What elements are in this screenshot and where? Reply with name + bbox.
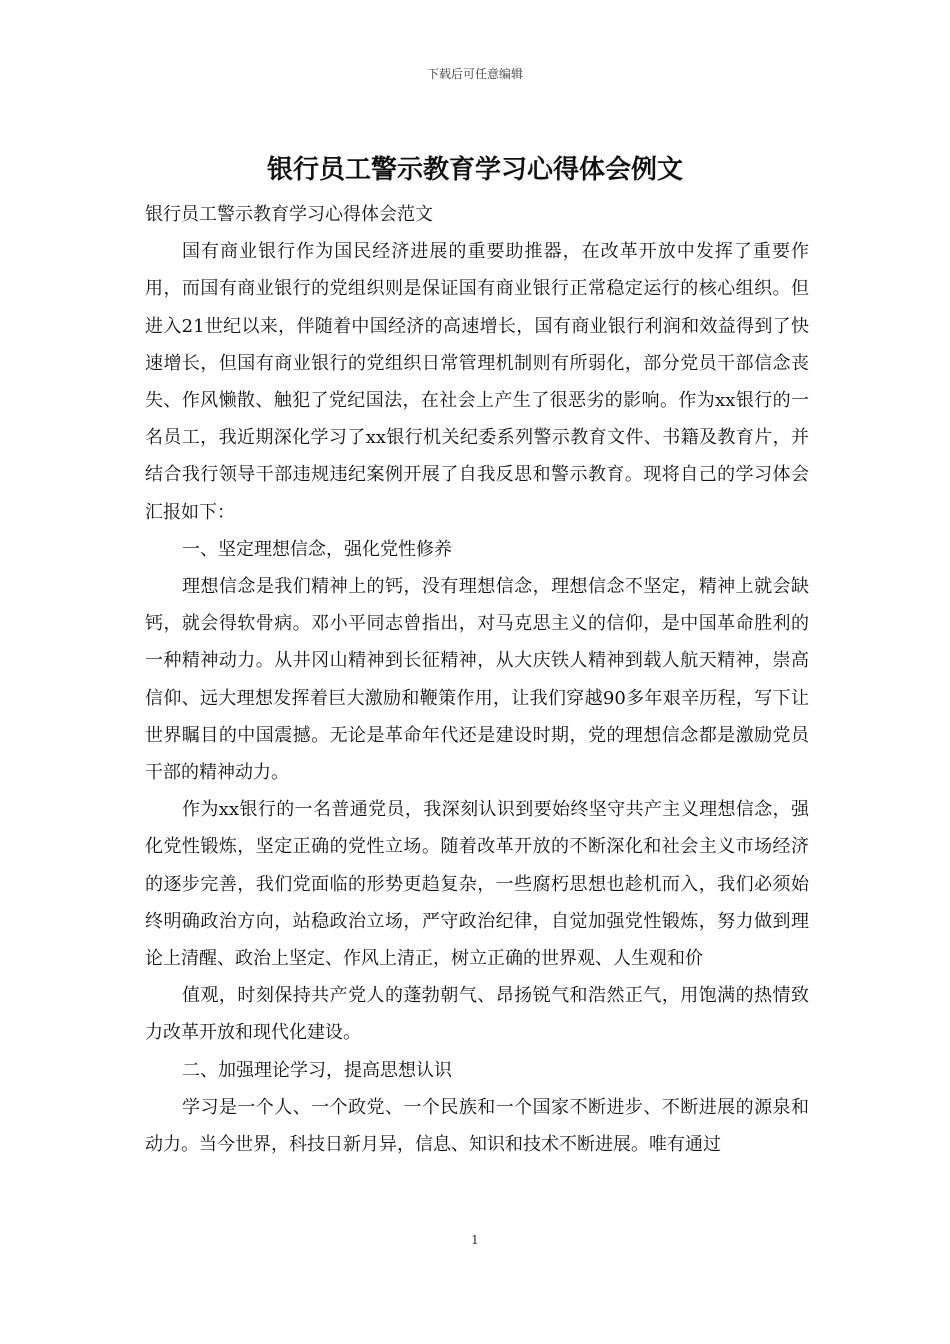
header-note: 下载后可任意编辑 <box>426 67 523 81</box>
section-heading: 二、加强理论学习，提高思想认识 <box>182 1059 452 1081</box>
body-paragraph: 值观，时刻保持共产党人的蓬勃朝气、昂扬锐气和浩然正气，用饱满的热情致力改革开放和现代化建设。 <box>145 985 809 1044</box>
document-subtitle: 银行员工警示教育学习心得体会范文 <box>145 204 433 225</box>
page-number: 1 <box>471 1233 479 1247</box>
body-paragraph: 学习是一个人、一个政党、一个民族和一个国家不断进步、不断进展的源泉和动力。当今世界，科技日新月异，信息、知识和技术不断进展。唯有通过 <box>145 1096 809 1156</box>
body-paragraph: 理想信念是我们精神上的钙，没有理想信念，理想信念不坚定，精神上就会缺钙，就会得软骨病。邓小平同志曾指出，对马克思主义的信仰，是中国革命胜利的一种精神动力。从井冈山精神到长征精神，从大庆铁人精神到载人航天精神，崇高信仰、远大理想发挥着巨大激励和鞭策作用，让我们穿越90多年艰辛历程，写下让世界瞩目的中国震撼。无论是革命年代还是建设时期，党的理想信念都是激励党员干部的精神动力。 <box>145 576 809 784</box>
document-title: 银行员工警示教育学习心得体会例文 <box>266 155 683 185</box>
section-heading: 一、坚定理想信念，强化党性修养 <box>182 538 452 560</box>
body-paragraph: 国有商业银行作为国民经济进展的重要助推器，在改革开放中发挥了重要作用，而国有商业银行的党组织则是保证国有商业银行正常稳定运行的核心组织。但进入21世纪以来，伴随着中国经济的高速增长，国有商业银行利润和效益得到了快速增长，但国有商业银行的党组织日常管理机制则有所弱化，部分党员干部信念丧失、作风懒散、触犯了党纪国法，在社会上产生了很恶劣的影响。作为xx银行的一名员工，我近期深化学习了xx银行机关纪委系列警示教育文件、书籍及教育片，并结合我行领导干部违规违纪案例开展了自我反思和警示教育。现将自己的学习体会汇报如下： <box>145 241 809 523</box>
body-paragraph: 作为xx银行的一名普通党员，我深刻认识到要始终坚守共产主义理想信念，强化党性锻炼，坚定正确的党性立场。随着改革开放的不断深化和社会主义市场经济的逐步完善，我们党面临的形势更趋复杂，一些腐朽思想也趁机而入，我们必须始终明确政治方向，站稳政治立场，严守政治纪律，自觉加强党性锻炼，努力做到理论上清醒、政治上坚定、作风上清正，树立正确的世界观、人生观和价 <box>145 799 809 970</box>
document-body <box>145 196 809 1163</box>
